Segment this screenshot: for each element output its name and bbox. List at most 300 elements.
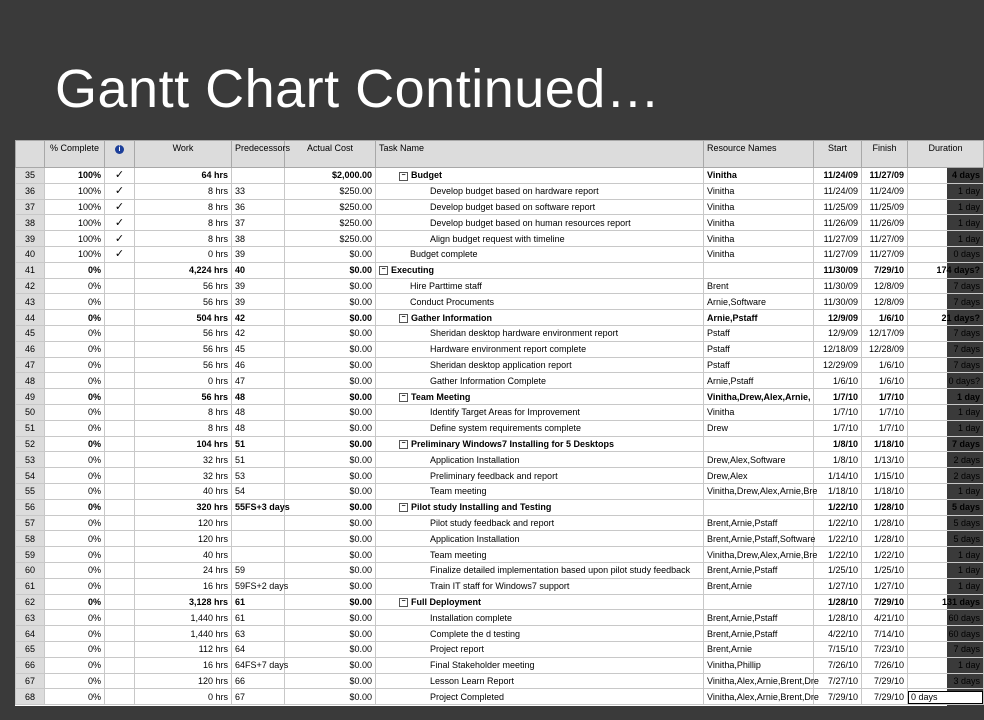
predecessors-cell[interactable]: 66 [232, 673, 285, 689]
percent-complete-cell[interactable]: 100% [45, 168, 105, 184]
percent-complete-cell[interactable]: 0% [45, 626, 105, 642]
resource-names-cell[interactable] [704, 594, 814, 610]
finish-cell[interactable]: 1/28/10 [862, 515, 908, 531]
finish-cell[interactable]: 12/28/09 [862, 341, 908, 357]
row-number[interactable]: 54 [16, 468, 45, 484]
predecessors-cell[interactable]: 36 [232, 199, 285, 215]
task-name-cell[interactable] [376, 294, 704, 310]
percent-complete-cell[interactable]: 0% [45, 436, 105, 452]
predecessors-cell[interactable]: 59FS+2 days [232, 578, 285, 594]
resource-names-cell[interactable]: Arnie,Pstaff [704, 373, 814, 389]
resource-names-cell[interactable]: Vinitha [704, 183, 814, 199]
finish-cell[interactable]: 12/8/09 [862, 278, 908, 294]
start-cell[interactable]: 1/8/10 [814, 436, 862, 452]
work-header[interactable]: Work [135, 141, 232, 168]
finish-cell[interactable]: 1/27/10 [862, 578, 908, 594]
task-row[interactable] [16, 626, 984, 642]
duration-cell[interactable]: 131 days [908, 594, 984, 610]
duration-cell[interactable]: 0 days [908, 246, 984, 262]
resource-names-cell[interactable]: Pstaff [704, 357, 814, 373]
resource-names-cell[interactable] [704, 262, 814, 278]
task-row[interactable] [16, 231, 984, 247]
work-cell[interactable]: 40 hrs [135, 483, 232, 499]
work-cell[interactable]: 8 hrs [135, 420, 232, 436]
work-cell[interactable]: 32 hrs [135, 468, 232, 484]
start-cell[interactable]: 11/27/09 [814, 231, 862, 247]
resource-names-cell[interactable]: Drew,Alex [704, 468, 814, 484]
task-name-cell[interactable] [376, 183, 704, 199]
task-row[interactable] [16, 215, 984, 231]
task-name-cell[interactable] [376, 499, 704, 515]
task-row[interactable] [16, 183, 984, 199]
work-cell[interactable]: 120 hrs [135, 531, 232, 547]
work-cell[interactable]: 0 hrs [135, 689, 232, 705]
row-number[interactable]: 52 [16, 436, 45, 452]
finish-cell[interactable]: 7/14/10 [862, 626, 908, 642]
duration-cell[interactable]: 1 day [908, 199, 984, 215]
finish-cell[interactable]: 7/29/10 [862, 262, 908, 278]
predecessors-cell[interactable]: 38 [232, 231, 285, 247]
start-cell[interactable]: 11/26/09 [814, 215, 862, 231]
duration-edit-field[interactable]: 0 days [908, 691, 983, 704]
indicator-cell[interactable] [105, 325, 135, 341]
task-name-cell[interactable] [376, 689, 704, 705]
work-cell[interactable]: 112 hrs [135, 641, 232, 657]
row-number-header[interactable] [16, 141, 45, 168]
resource-names-cell[interactable]: Brent,Arnie,Pstaff [704, 626, 814, 642]
indicator-cell[interactable] [105, 515, 135, 531]
start-cell[interactable]: 12/18/09 [814, 341, 862, 357]
resource-names-header[interactable]: Resource Names [704, 141, 814, 168]
task-row[interactable] [16, 673, 984, 689]
start-cell[interactable]: 7/26/10 [814, 657, 862, 673]
percent-complete-cell[interactable]: 0% [45, 483, 105, 499]
actual-cost-cell[interactable]: $250.00 [285, 231, 376, 247]
actual-cost-cell[interactable]: $0.00 [285, 389, 376, 405]
duration-cell[interactable]: 7 days [908, 641, 984, 657]
start-cell[interactable]: 1/14/10 [814, 468, 862, 484]
task-name-cell[interactable] [376, 404, 704, 420]
predecessors-cell[interactable] [232, 168, 285, 184]
start-cell[interactable]: 1/22/10 [814, 531, 862, 547]
finish-cell[interactable]: 7/29/10 [862, 689, 908, 705]
start-cell[interactable]: 12/9/09 [814, 310, 862, 326]
indicator-cell[interactable] [105, 547, 135, 563]
task-row[interactable] [16, 420, 984, 436]
actual-cost-cell[interactable]: $0.00 [285, 468, 376, 484]
finish-cell[interactable]: 1/28/10 [862, 499, 908, 515]
finish-header[interactable]: Finish [862, 141, 908, 168]
finish-cell[interactable]: 7/29/10 [862, 594, 908, 610]
start-cell[interactable]: 7/15/10 [814, 641, 862, 657]
task-name-cell[interactable] [376, 626, 704, 642]
predecessors-cell[interactable] [232, 531, 285, 547]
predecessors-cell[interactable]: 59 [232, 562, 285, 578]
finish-cell[interactable]: 1/15/10 [862, 468, 908, 484]
indicator-cell[interactable] [105, 168, 135, 184]
predecessors-cell[interactable]: 51 [232, 436, 285, 452]
task-row[interactable] [16, 341, 984, 357]
duration-cell[interactable]: 1 day [908, 562, 984, 578]
actual-cost-cell[interactable]: $250.00 [285, 215, 376, 231]
percent-complete-cell[interactable]: 0% [45, 389, 105, 405]
task-row[interactable] [16, 531, 984, 547]
task-name-cell[interactable] [376, 468, 704, 484]
start-cell[interactable]: 1/7/10 [814, 389, 862, 405]
task-name-cell[interactable] [376, 483, 704, 499]
task-name-cell[interactable] [376, 673, 704, 689]
percent-complete-cell[interactable]: 0% [45, 373, 105, 389]
actual-cost-header[interactable]: Actual Cost [285, 141, 376, 168]
task-row[interactable] [16, 404, 984, 420]
resource-names-cell[interactable]: Pstaff [704, 325, 814, 341]
duration-cell[interactable]: 1 day [908, 183, 984, 199]
indicator-cell[interactable] [105, 294, 135, 310]
duration-cell[interactable]: 2 days [908, 468, 984, 484]
duration-cell[interactable]: 1 day [908, 547, 984, 563]
work-cell[interactable]: 32 hrs [135, 452, 232, 468]
resource-names-cell[interactable]: Vinitha [704, 246, 814, 262]
start-cell[interactable]: 1/8/10 [814, 452, 862, 468]
resource-names-cell[interactable]: Brent,Arnie,Pstaff [704, 515, 814, 531]
start-cell[interactable]: 1/18/10 [814, 483, 862, 499]
task-name-cell[interactable] [376, 310, 704, 326]
task-row[interactable] [16, 641, 984, 657]
resource-names-cell[interactable]: Arnie,Pstaff [704, 310, 814, 326]
indicator-cell[interactable] [105, 262, 135, 278]
predecessors-cell[interactable]: 42 [232, 325, 285, 341]
start-cell[interactable]: 11/24/09 [814, 168, 862, 184]
resource-names-cell[interactable]: Brent,Arnie [704, 641, 814, 657]
start-cell[interactable]: 1/27/10 [814, 578, 862, 594]
percent-complete-cell[interactable]: 0% [45, 673, 105, 689]
task-row[interactable] [16, 373, 984, 389]
indicator-cell[interactable] [105, 499, 135, 515]
predecessors-cell[interactable]: 48 [232, 404, 285, 420]
row-number[interactable]: 37 [16, 199, 45, 215]
work-cell[interactable]: 0 hrs [135, 373, 232, 389]
duration-cell[interactable]: 5 days [908, 515, 984, 531]
work-cell[interactable]: 56 hrs [135, 325, 232, 341]
indicator-cell[interactable] [105, 231, 135, 247]
indicator-cell[interactable] [105, 641, 135, 657]
work-cell[interactable]: 56 hrs [135, 357, 232, 373]
actual-cost-cell[interactable]: $0.00 [285, 278, 376, 294]
work-cell[interactable]: 104 hrs [135, 436, 232, 452]
duration-cell[interactable] [908, 689, 984, 705]
duration-cell[interactable]: 1 day [908, 657, 984, 673]
start-cell[interactable]: 1/7/10 [814, 404, 862, 420]
work-cell[interactable]: 1,440 hrs [135, 626, 232, 642]
row-number[interactable]: 44 [16, 310, 45, 326]
row-number[interactable]: 39 [16, 231, 45, 247]
task-name-cell[interactable] [376, 641, 704, 657]
row-number[interactable]: 61 [16, 578, 45, 594]
predecessors-cell[interactable]: 33 [232, 183, 285, 199]
task-name-cell[interactable] [376, 199, 704, 215]
task-name-cell[interactable] [376, 231, 704, 247]
start-cell[interactable]: 11/30/09 [814, 278, 862, 294]
predecessors-cell[interactable]: 54 [232, 483, 285, 499]
work-cell[interactable]: 56 hrs [135, 278, 232, 294]
task-row[interactable] [16, 657, 984, 673]
duration-cell[interactable]: 60 days [908, 610, 984, 626]
work-cell[interactable]: 0 hrs [135, 246, 232, 262]
task-row[interactable] [16, 483, 984, 499]
finish-cell[interactable]: 1/7/10 [862, 420, 908, 436]
start-cell[interactable]: 7/29/10 [814, 689, 862, 705]
predecessors-cell[interactable]: 61 [232, 594, 285, 610]
finish-cell[interactable]: 1/6/10 [862, 357, 908, 373]
work-cell[interactable]: 120 hrs [135, 673, 232, 689]
actual-cost-cell[interactable]: $0.00 [285, 578, 376, 594]
task-row[interactable] [16, 262, 984, 278]
actual-cost-cell[interactable]: $0.00 [285, 246, 376, 262]
duration-cell[interactable]: 21 days? [908, 310, 984, 326]
duration-cell[interactable]: 1 day [908, 231, 984, 247]
actual-cost-cell[interactable]: $0.00 [285, 262, 376, 278]
resource-names-cell[interactable]: Brent,Arnie,Pstaff [704, 610, 814, 626]
work-cell[interactable]: 8 hrs [135, 404, 232, 420]
start-cell[interactable]: 7/27/10 [814, 673, 862, 689]
indicator-cell[interactable] [105, 626, 135, 642]
percent-complete-cell[interactable]: 0% [45, 310, 105, 326]
predecessors-cell[interactable]: 45 [232, 341, 285, 357]
finish-cell[interactable]: 11/26/09 [862, 215, 908, 231]
row-number[interactable]: 55 [16, 483, 45, 499]
row-number[interactable]: 57 [16, 515, 45, 531]
duration-cell[interactable]: 7 days [908, 436, 984, 452]
row-number[interactable]: 43 [16, 294, 45, 310]
predecessors-cell[interactable] [232, 547, 285, 563]
actual-cost-cell[interactable]: $0.00 [285, 610, 376, 626]
task-name-cell[interactable] [376, 610, 704, 626]
row-number[interactable]: 36 [16, 183, 45, 199]
finish-cell[interactable]: 1/6/10 [862, 310, 908, 326]
actual-cost-cell[interactable]: $250.00 [285, 183, 376, 199]
task-name-cell[interactable] [376, 373, 704, 389]
predecessors-cell[interactable]: 42 [232, 310, 285, 326]
indicator-cell[interactable] [105, 594, 135, 610]
collapse-icon[interactable]: − [399, 440, 408, 449]
row-number[interactable]: 35 [16, 168, 45, 184]
collapse-icon[interactable]: − [399, 598, 408, 607]
collapse-icon[interactable]: − [379, 266, 388, 275]
actual-cost-cell[interactable]: $250.00 [285, 199, 376, 215]
predecessors-cell[interactable]: 48 [232, 389, 285, 405]
actual-cost-cell[interactable]: $0.00 [285, 452, 376, 468]
work-cell[interactable]: 16 hrs [135, 657, 232, 673]
row-number[interactable]: 38 [16, 215, 45, 231]
finish-cell[interactable]: 12/17/09 [862, 325, 908, 341]
indicator-cell[interactable] [105, 531, 135, 547]
task-name-cell[interactable] [376, 389, 704, 405]
predecessors-cell[interactable]: 40 [232, 262, 285, 278]
resource-names-cell[interactable]: Vinitha [704, 231, 814, 247]
finish-cell[interactable]: 1/13/10 [862, 452, 908, 468]
task-row[interactable] [16, 168, 984, 184]
resource-names-cell[interactable]: Vinitha [704, 404, 814, 420]
resource-names-cell[interactable] [704, 436, 814, 452]
task-name-cell[interactable] [376, 657, 704, 673]
start-cell[interactable]: 1/22/10 [814, 515, 862, 531]
duration-header[interactable]: Duration [908, 141, 984, 168]
actual-cost-cell[interactable]: $0.00 [285, 310, 376, 326]
indicator-cell[interactable] [105, 183, 135, 199]
actual-cost-cell[interactable]: $0.00 [285, 483, 376, 499]
finish-cell[interactable]: 4/21/10 [862, 610, 908, 626]
task-name-cell[interactable] [376, 531, 704, 547]
start-cell[interactable]: 4/22/10 [814, 626, 862, 642]
percent-complete-cell[interactable]: 100% [45, 199, 105, 215]
percent-complete-cell[interactable]: 0% [45, 515, 105, 531]
actual-cost-cell[interactable]: $0.00 [285, 357, 376, 373]
row-number[interactable]: 50 [16, 404, 45, 420]
percent-complete-cell[interactable]: 0% [45, 594, 105, 610]
duration-cell[interactable]: 1 day [908, 420, 984, 436]
resource-names-cell[interactable]: Brent,Arnie [704, 578, 814, 594]
actual-cost-cell[interactable]: $0.00 [285, 547, 376, 563]
predecessors-cell[interactable]: 55FS+3 days [232, 499, 285, 515]
work-cell[interactable]: 8 hrs [135, 183, 232, 199]
task-row[interactable] [16, 278, 984, 294]
task-row[interactable] [16, 325, 984, 341]
row-number[interactable]: 49 [16, 389, 45, 405]
collapse-icon[interactable]: − [399, 172, 408, 181]
percent-complete-cell[interactable]: 0% [45, 325, 105, 341]
row-number[interactable]: 45 [16, 325, 45, 341]
start-cell[interactable]: 11/25/09 [814, 199, 862, 215]
predecessors-cell[interactable]: 63 [232, 626, 285, 642]
indicator-cell[interactable] [105, 689, 135, 705]
resource-names-cell[interactable]: Brent,Arnie,Pstaff,Software [704, 531, 814, 547]
percent-complete-cell[interactable]: 0% [45, 468, 105, 484]
indicator-cell[interactable] [105, 436, 135, 452]
indicator-cell[interactable] [105, 215, 135, 231]
task-name-cell[interactable] [376, 594, 704, 610]
row-number[interactable]: 56 [16, 499, 45, 515]
task-name-cell[interactable] [376, 262, 704, 278]
percent-complete-cell[interactable]: 0% [45, 278, 105, 294]
actual-cost-cell[interactable]: $0.00 [285, 341, 376, 357]
task-name-cell[interactable] [376, 515, 704, 531]
collapse-icon[interactable]: − [399, 503, 408, 512]
indicator-cell[interactable] [105, 199, 135, 215]
resource-names-cell[interactable]: Vinitha [704, 215, 814, 231]
task-row[interactable] [16, 310, 984, 326]
percent-complete-cell[interactable]: 0% [45, 294, 105, 310]
percent-complete-cell[interactable]: 0% [45, 341, 105, 357]
percent-complete-cell[interactable]: 0% [45, 420, 105, 436]
task-row[interactable] [16, 610, 984, 626]
duration-cell[interactable]: 1 day [908, 389, 984, 405]
predecessors-cell[interactable]: 53 [232, 468, 285, 484]
indicator-cell[interactable] [105, 357, 135, 373]
work-cell[interactable]: 56 hrs [135, 389, 232, 405]
work-cell[interactable]: 64 hrs [135, 168, 232, 184]
start-cell[interactable]: 11/24/09 [814, 183, 862, 199]
start-cell[interactable]: 1/28/10 [814, 610, 862, 626]
row-number[interactable]: 41 [16, 262, 45, 278]
row-number[interactable]: 42 [16, 278, 45, 294]
predecessors-cell[interactable]: 47 [232, 373, 285, 389]
resource-names-cell[interactable]: Drew [704, 420, 814, 436]
duration-cell[interactable]: 5 days [908, 531, 984, 547]
finish-cell[interactable]: 11/27/09 [862, 246, 908, 262]
resource-names-cell[interactable]: Vinitha [704, 168, 814, 184]
finish-cell[interactable]: 11/27/09 [862, 168, 908, 184]
task-row[interactable] [16, 389, 984, 405]
predecessors-cell[interactable]: 64FS+7 days [232, 657, 285, 673]
percent-complete-cell[interactable]: 100% [45, 246, 105, 262]
percent-complete-cell[interactable]: 0% [45, 452, 105, 468]
work-cell[interactable]: 16 hrs [135, 578, 232, 594]
resource-names-cell[interactable]: Pstaff [704, 341, 814, 357]
actual-cost-cell[interactable]: $0.00 [285, 657, 376, 673]
indicator-cell[interactable] [105, 341, 135, 357]
task-row[interactable] [16, 452, 984, 468]
percent-complete-cell[interactable]: 0% [45, 610, 105, 626]
row-number[interactable]: 68 [16, 689, 45, 705]
task-row[interactable] [16, 499, 984, 515]
task-row[interactable] [16, 547, 984, 563]
predecessors-cell[interactable]: 37 [232, 215, 285, 231]
actual-cost-cell[interactable]: $0.00 [285, 689, 376, 705]
resource-names-cell[interactable]: Brent,Arnie,Pstaff [704, 562, 814, 578]
predecessors-cell[interactable]: 39 [232, 246, 285, 262]
percent-complete-cell[interactable]: 0% [45, 499, 105, 515]
predecessors-cell[interactable]: 39 [232, 294, 285, 310]
task-name-cell[interactable] [376, 215, 704, 231]
row-number[interactable]: 51 [16, 420, 45, 436]
resource-names-cell[interactable]: Drew,Alex,Software [704, 452, 814, 468]
row-number[interactable]: 62 [16, 594, 45, 610]
duration-cell[interactable]: 4 days [908, 168, 984, 184]
duration-cell[interactable]: 7 days [908, 278, 984, 294]
resource-names-cell[interactable]: Vinitha,Alex,Arnie,Brent,Dre [704, 673, 814, 689]
row-number[interactable]: 48 [16, 373, 45, 389]
actual-cost-cell[interactable]: $0.00 [285, 294, 376, 310]
actual-cost-cell[interactable]: $0.00 [285, 515, 376, 531]
work-cell[interactable]: 56 hrs [135, 294, 232, 310]
row-number[interactable]: 47 [16, 357, 45, 373]
work-cell[interactable]: 320 hrs [135, 499, 232, 515]
duration-cell[interactable]: 60 days [908, 626, 984, 642]
row-number[interactable]: 60 [16, 562, 45, 578]
predecessors-cell[interactable]: 61 [232, 610, 285, 626]
start-cell[interactable]: 11/30/09 [814, 262, 862, 278]
row-number[interactable]: 40 [16, 246, 45, 262]
actual-cost-cell[interactable]: $0.00 [285, 673, 376, 689]
finish-cell[interactable]: 7/29/10 [862, 673, 908, 689]
indicator-cell[interactable] [105, 373, 135, 389]
duration-cell[interactable]: 1 day [908, 215, 984, 231]
task-row[interactable] [16, 562, 984, 578]
resource-names-cell[interactable]: Vinitha,Drew,Alex,Arnie, [704, 389, 814, 405]
task-row[interactable] [16, 515, 984, 531]
finish-cell[interactable]: 12/8/09 [862, 294, 908, 310]
actual-cost-cell[interactable]: $0.00 [285, 594, 376, 610]
indicator-cell[interactable] [105, 562, 135, 578]
duration-cell[interactable]: 1 day [908, 483, 984, 499]
predecessors-cell[interactable]: 67 [232, 689, 285, 705]
finish-cell[interactable]: 1/28/10 [862, 531, 908, 547]
percent-complete-cell[interactable]: 0% [45, 562, 105, 578]
percent-complete-cell[interactable]: 0% [45, 357, 105, 373]
actual-cost-cell[interactable]: $0.00 [285, 626, 376, 642]
row-number[interactable]: 58 [16, 531, 45, 547]
finish-cell[interactable]: 11/24/09 [862, 183, 908, 199]
